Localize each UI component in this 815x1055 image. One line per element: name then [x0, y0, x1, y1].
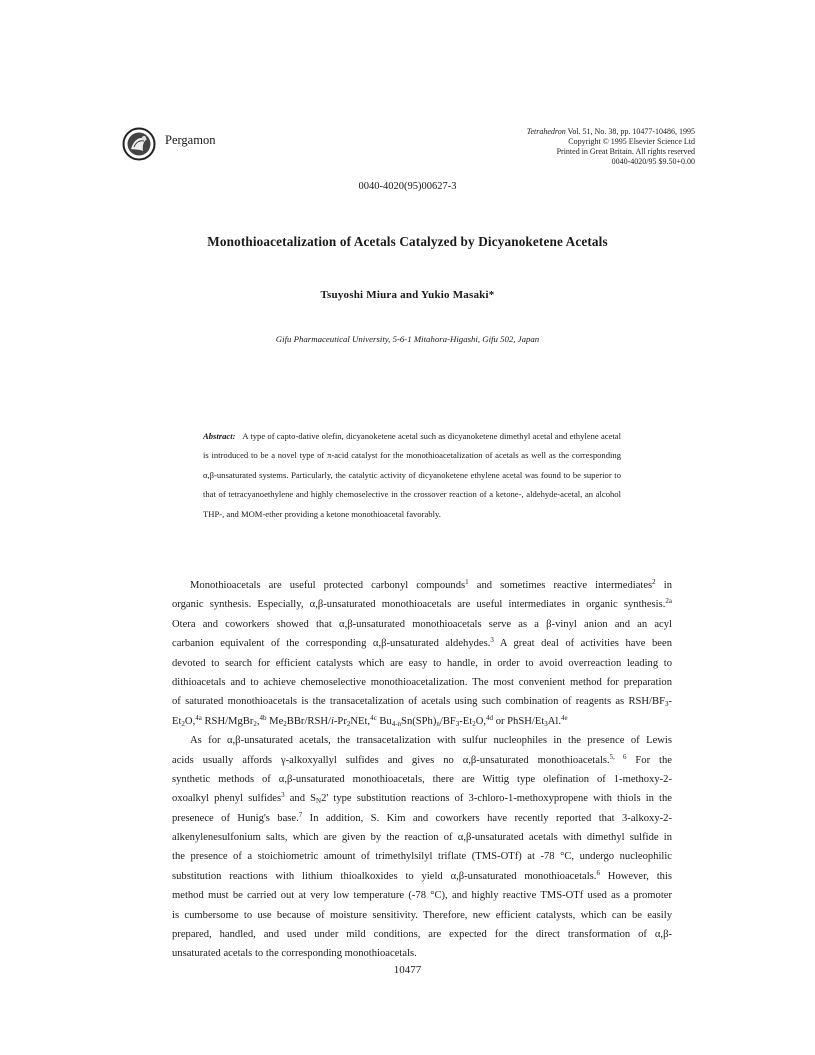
citation-line — [375, 127, 695, 137]
body-line: prepared, handled, and used under mild conditions, are expected for the direct transformation of α,β- — [172, 929, 672, 941]
journal-name: Tetrahedron — [526, 127, 566, 136]
body-line: $Et_2O,^{4a}$ RSH/MgBr$_2$,$^{4b}$ $Me_2BBr/RSH/i-Pr_2NEt,^{4c}$ $Bu_{4-n}Sn(SPh)_n/BF_3-Et_2O,^{4d}$ or PhSH/$Et_3Al.^{4e}$ — [172, 713, 568, 728]
body-line: is cumbersome to use because of moisture sensitivity. Therefore, new efficient catalysts, which can be easily — [172, 909, 672, 921]
body-line: Otera and coworkers showed that α,β-unsaturated monothioacetals serve as a β-vinyl anion and an acyl — [172, 618, 672, 630]
volume-info: Vol. 51, No. 38, pp. 10477-10486, 1995 — [565, 127, 695, 136]
price-line: 0040-4020/95 $9.50+0.00 — [611, 157, 695, 166]
body-line: presenece of Hunig's base.$^7$ In addition, S. Kim and coworkers have recently reported that 3-alkoxy-2- — [172, 810, 672, 824]
body-line: carbanion equivalent of the corresponding α,β-unsaturated aldehydes.$^3$ A great deal of activities have been — [172, 636, 672, 650]
body-line: acids usually affords γ-alkoxyallyl sulfides and gives no α,β-unsaturated monothioacetals.$^{5, 6}$ For the — [172, 752, 672, 766]
page-number: 10477 — [393, 964, 422, 976]
body-line: substitution reactions with lithium thioalkoxides to yield α,β-unsaturated monothioacetals.$^6$ However, this — [172, 868, 673, 882]
citation-block — [375, 127, 695, 167]
body-line: Monothioacetals are useful protected carbonyl compounds$^1$ and sometimes reactive intermediates$^2$ in — [190, 578, 672, 591]
body-line: method must be carried out at very low temperature (-78 °C), and highly reactive TMS-OTf used as a promoter — [172, 890, 672, 902]
body-line: oxoalkyl phenyl sulfides$^3$ and $S_N2'$ type substitution reactions of 3-chloro-1-methoxypropene with thiols in the — [172, 791, 672, 806]
paper-title: Monothioacetalization of Acetals Catalyzed by Dicyanoketene Acetals — [207, 234, 608, 249]
body-line: As for α,β-unsaturated acetals, the transacetalization with sulfur nucleophiles in the presence of Lewis — [190, 735, 672, 747]
abstract — [203, 427, 621, 524]
body-line: of saturated monothioacetals is the transacetalization of acetals using such combination of reagents as RSH/$BF_3-$ — [172, 696, 672, 709]
body-line: dithioacetals and to achieve chemoselective monothioacetalization. The most convenient method for preparation — [172, 676, 672, 688]
author-list: Tsuyoshi Miura and Yukio Masaki* — [320, 289, 495, 301]
body-text — [172, 576, 672, 964]
affiliation: Gifu Pharmaceutical University, 5-6-1 Mitahora-Higashi, Gifu 502, Japan — [275, 334, 540, 344]
body-line: synthetic methods of α,β-unsaturated monothioacetals, there are Wittig type olefination of 1-methoxy-2- — [172, 773, 672, 785]
body-line: the presence of a stoichiometric amount of trimethylsilyl triflate (TMS-OTf) at -78 °C, undergo nucleophilic — [172, 851, 672, 863]
doi-code: 0040-4020(95)00627-3 — [358, 181, 457, 192]
body-line: alkenylenesulfonium salts, which are given by the reaction of α,β-unsaturated acetals with dimethyl sulfide in — [172, 832, 672, 844]
printed-line: Printed in Great Britain. All rights reserved — [556, 147, 695, 156]
body-line: unsaturated acetals to the corresponding monothioacetals. — [172, 948, 417, 960]
body-line: organic synthesis. Especially, α,β-unsaturated monothioacetals are useful intermediates in organic synthesis.$^{2a}$ — [172, 597, 672, 611]
copyright-line: Copyright © 1995 Elsevier Science Ltd — [568, 137, 695, 146]
body-line: devoted to search for efficient catalysts which are easy to handle, in order to avoid overreaction leading to — [172, 657, 672, 669]
pergamon-logo-icon — [122, 127, 156, 161]
publisher-name: Pergamon — [165, 133, 216, 147]
abstract-text: A type of capto-dative olefin, dicyanoketene acetal such as dicyanoketene dimethyl acetal and ethylene acetal is introduced to be a novel type of π-acid catalyst for the monothioacetalization of acetals as well as the corresponding α,β-unsaturated systems. Particularly, the catalytic activity of dicyanoketene ethylene acetal was found to be superior to that of tetracyanoethylene and highly chemoselective in the crossover reaction of a ketone-, aldehyde-acetal, an alcohol THP-, and MOM-ether providing a ketone monothioacetal favorably. — [203, 431, 621, 519]
abstract-label: Abstract: — [203, 431, 236, 441]
